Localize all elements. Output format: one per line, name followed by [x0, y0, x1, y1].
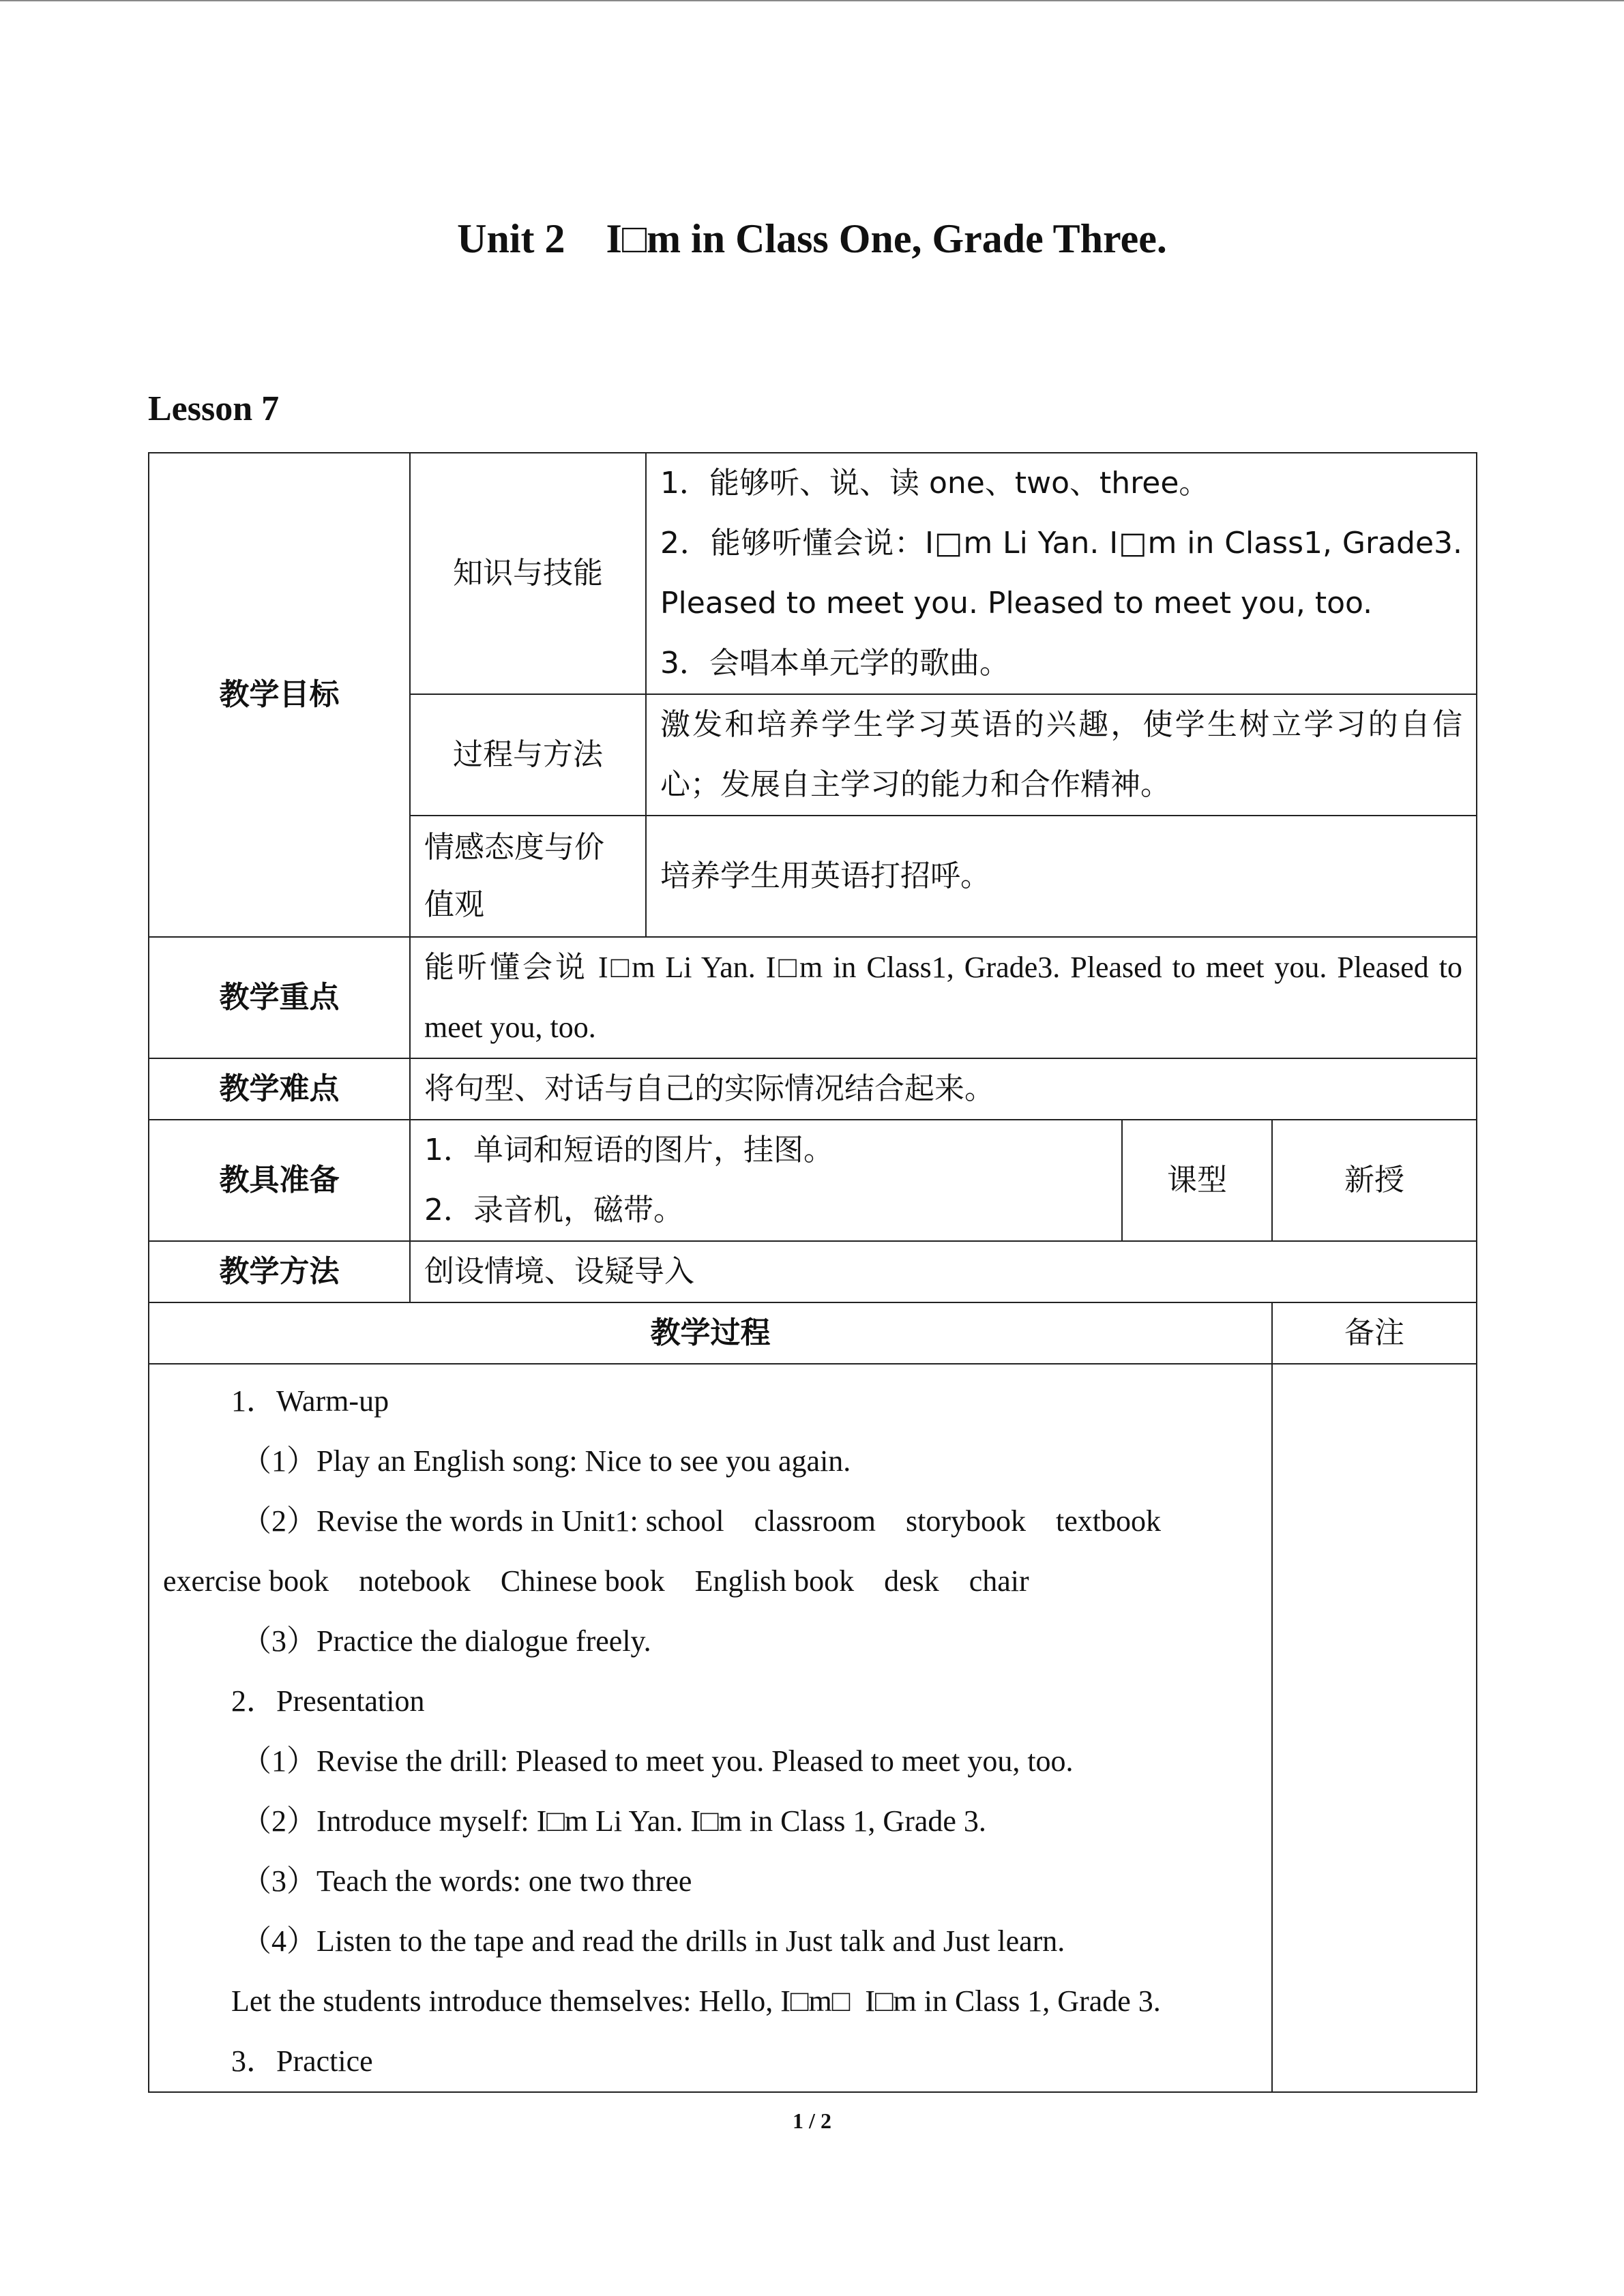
materials-line-2: 2．录音机，磁带。 — [424, 1193, 683, 1227]
top-border — [0, 0, 1624, 1]
attitude-values-content: 培养学生用英语打招呼。 — [646, 816, 1477, 937]
process-content-row — [149, 1364, 1477, 2092]
presentation-heading: 2．Presentation — [231, 1684, 425, 1718]
introduce-line: Let the students introduce themselves: Hello, I□m□ I□m in Class 1, Grade 3. — [231, 1984, 1161, 2018]
process-header-row — [149, 1302, 1477, 1364]
key-points-label: 教学重点 — [149, 937, 410, 1058]
objectives-label: 教学目标 — [149, 453, 410, 937]
materials-label: 教具准备 — [149, 1120, 410, 1241]
presentation-item-1: （1）Revise the drill: Pleased to meet you. Pleased to meet you, too. — [241, 1744, 1074, 1778]
knowledge-skills-label: 知识与技能 — [410, 453, 646, 694]
presentation-item-3: （3）Teach the words: one two three — [241, 1864, 692, 1898]
presentation-item-4: （4）Listen to the tape and read the drills in Just talk and Just learn. — [241, 1924, 1065, 1958]
key-points-content: 能听懂会说 I□m Li Yan. I□m in Class1, Grade3. Pleased to meet you. Pleased to meet you, too. — [410, 937, 1477, 1058]
presentation-item-2: （2）Introduce myself: I□m Li Yan. I□m in Class 1, Grade 3. — [241, 1804, 986, 1838]
knowledge-line-3: 3．会唱本单元学的歌曲。 — [660, 646, 1009, 681]
attitude-values-label: 情感态度与价值观 — [410, 816, 646, 937]
teaching-process-content — [149, 1364, 1272, 2092]
objectives-knowledge-row — [149, 453, 1477, 694]
methods-content: 创设情境、设疑导入 — [410, 1241, 1477, 1302]
lesson-heading: Lesson 7 — [148, 389, 280, 428]
process-methods-label: 过程与方法 — [410, 694, 646, 816]
key-points-row — [149, 937, 1477, 1058]
difficulties-label: 教学难点 — [149, 1058, 410, 1120]
difficulties-row — [149, 1058, 1477, 1120]
notes-content — [1272, 1364, 1477, 2092]
warmup-item-3: （3）Practice the dialogue freely. — [241, 1624, 651, 1658]
knowledge-skills-content — [646, 453, 1477, 694]
warmup-heading: 1．Warm-up — [231, 1384, 389, 1418]
knowledge-line-1: 1．能够听、说、读 one、two、three。 — [660, 466, 1209, 501]
teaching-process-label: 教学过程 — [149, 1302, 1272, 1364]
lesson-plan-table — [148, 452, 1477, 2093]
process-methods-content: 激发和培养学生学习英语的兴趣，使学生树立学习的自信心；发展自主学习的能力和合作精神。 — [646, 694, 1477, 816]
methods-label: 教学方法 — [149, 1241, 410, 1302]
materials-line-1: 1．单词和短语的图片，挂图。 — [424, 1133, 833, 1167]
materials-row — [149, 1120, 1477, 1241]
page-number: 1 / 2 — [793, 2108, 831, 2133]
lesson-type-value: 新授 — [1272, 1120, 1477, 1241]
materials-content — [410, 1120, 1122, 1241]
warmup-item-2: （2）Revise the words in Unit1: school classroom storybook textbook — [241, 1504, 1161, 1538]
lesson-type-label: 课型 — [1122, 1120, 1272, 1241]
practice-heading: 3．Practice — [231, 2044, 373, 2078]
page-title: Unit 2 I□m in Class One, Grade Three. — [457, 216, 1167, 261]
notes-label: 备注 — [1272, 1302, 1477, 1364]
methods-row — [149, 1241, 1477, 1302]
knowledge-line-2: 2．能够听懂会说：I□m Li Yan. I□m in Class1, Grade3. Pleased to meet you. Pleased to meet you, too. — [660, 526, 1462, 621]
warmup-item-2-cont: exercise book notebook Chinese book English book desk chair — [163, 1564, 1029, 1598]
warmup-item-1: （1）Play an English song: Nice to see you again. — [241, 1444, 851, 1478]
difficulties-content: 将句型、对话与自己的实际情况结合起来。 — [410, 1058, 1477, 1120]
